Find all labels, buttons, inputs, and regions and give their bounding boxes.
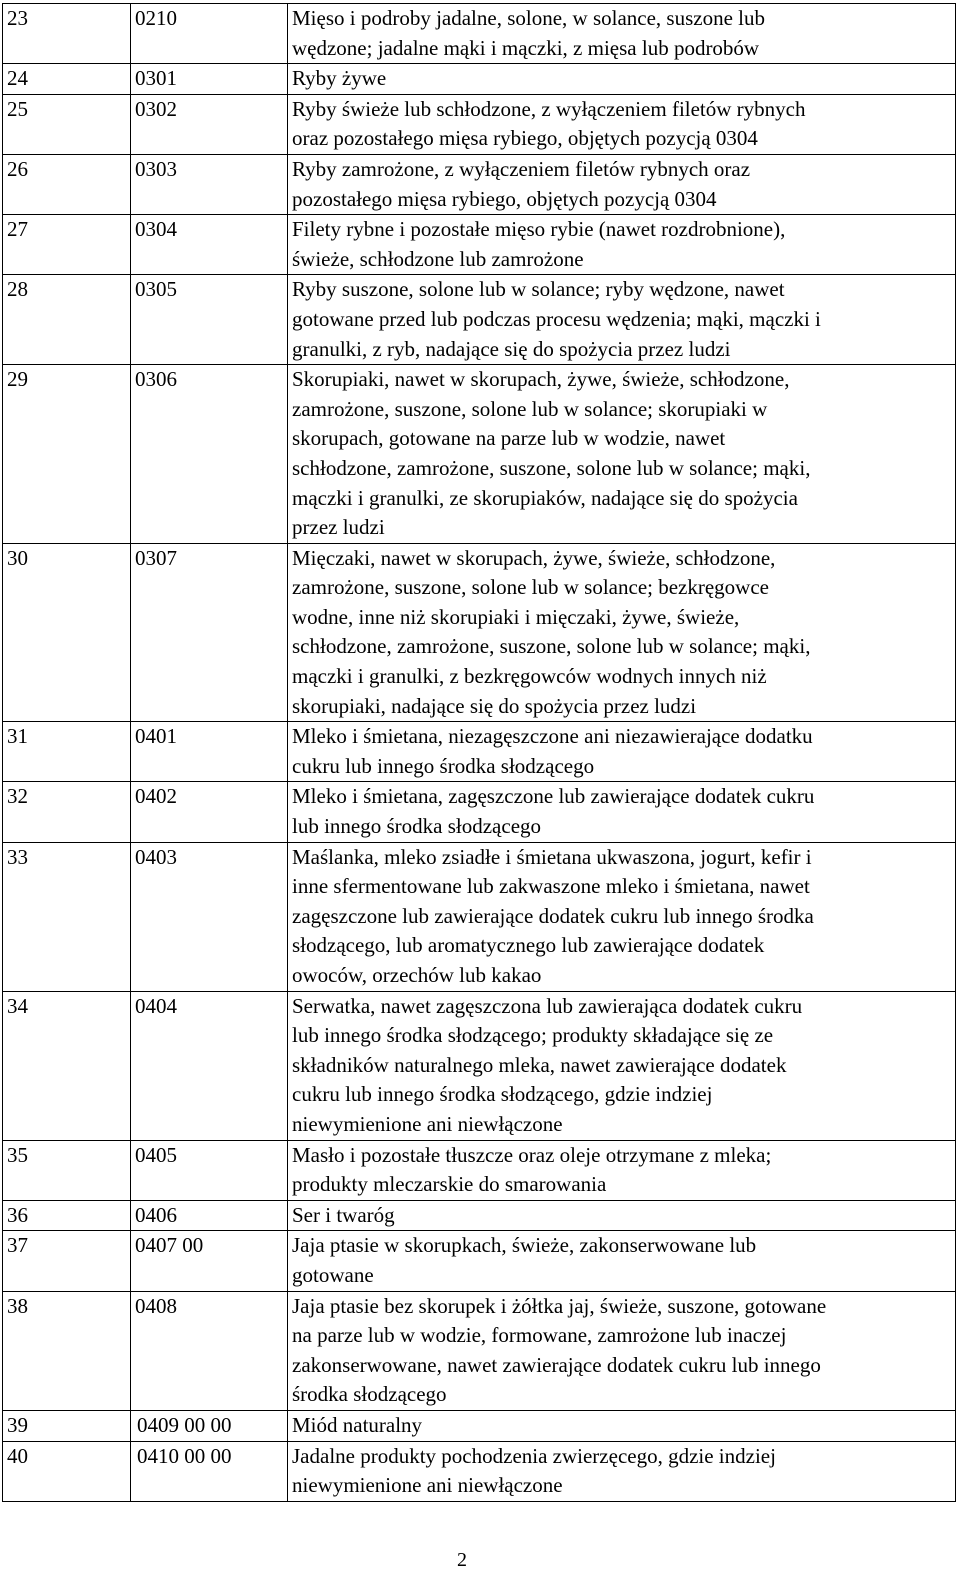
product-description bbox=[288, 1441, 956, 1501]
cn-code: 0301 bbox=[131, 64, 288, 95]
product-description bbox=[288, 782, 956, 842]
cn-code: 0307 bbox=[131, 543, 288, 722]
product-description bbox=[288, 1291, 956, 1410]
description-line: zakonserwowane, nawet zawierające dodatek cukru lub innego bbox=[292, 1352, 821, 1377]
product-table bbox=[2, 3, 956, 1502]
table-row bbox=[3, 4, 956, 64]
description-line: schłodzone, zamrożone, suszone, solone lub w solance; mąki, bbox=[292, 634, 811, 659]
row-number: 39 bbox=[3, 1410, 131, 1441]
row-number: 40 bbox=[3, 1441, 131, 1501]
cn-code: 0302 bbox=[131, 94, 288, 154]
table-row bbox=[3, 1140, 956, 1200]
description-line: Mięso i podroby jadalne, solone, w solance, suszone lub bbox=[292, 6, 765, 30]
description-line: skorupiaki, nadające się do spożycia przez ludzi bbox=[292, 693, 697, 718]
description-line: mączki i granulki, ze skorupiaków, nadające się do spożycia bbox=[292, 485, 798, 510]
description-line: przez ludzi bbox=[292, 515, 385, 540]
description-line: cukru lub innego środka słodzącego bbox=[292, 753, 595, 778]
product-description bbox=[288, 94, 956, 154]
description-line: środka słodzącego bbox=[292, 1382, 447, 1407]
product-description bbox=[288, 215, 956, 275]
description-line: Skorupiaki, nawet w skorupach, żywe, świeże, schłodzone, bbox=[292, 367, 790, 392]
row-number: 36 bbox=[3, 1200, 131, 1231]
description-line: niewymienione ani niewłączone bbox=[292, 1111, 563, 1136]
table-row bbox=[3, 275, 956, 365]
product-description bbox=[288, 1410, 956, 1441]
cn-code: 0405 bbox=[131, 1140, 288, 1200]
description-line: Ryby zamrożone, z wyłączeniem filetów rybnych oraz bbox=[292, 156, 751, 181]
description-line: pozostałego mięsa rybiego, objętych pozycją 0304 bbox=[292, 186, 717, 211]
product-description bbox=[288, 722, 956, 782]
description-line: Jaja ptasie bez skorupek i żółtka jaj, świeże, suszone, gotowane bbox=[292, 1293, 827, 1318]
cn-code: 0410 00 00 bbox=[131, 1441, 288, 1501]
product-description bbox=[288, 1140, 956, 1200]
product-description bbox=[288, 4, 956, 64]
description-line: wodne, inne niż skorupiaki i mięczaki, żywe, świeże, bbox=[292, 604, 740, 629]
description-line: Ryby świeże lub schłodzone, z wyłączeniem filetów rybnych bbox=[292, 96, 806, 121]
description-line: na parze lub w wodzie, formowane, zamrożone lub inaczej bbox=[292, 1323, 787, 1348]
row-number: 23 bbox=[3, 4, 131, 64]
cn-code: 0402 bbox=[131, 782, 288, 842]
row-number: 35 bbox=[3, 1140, 131, 1200]
row-number: 28 bbox=[3, 275, 131, 365]
cn-code: 0408 bbox=[131, 1291, 288, 1410]
description-line: granulki, z ryb, nadające się do spożycia przez ludzi bbox=[292, 336, 731, 361]
table-row bbox=[3, 1441, 956, 1501]
description-line: mączki i granulki, z bezkręgowców wodnych innych niż bbox=[292, 664, 767, 689]
table-row bbox=[3, 154, 956, 214]
description-line: Jadalne produkty pochodzenia zwierzęcego, gdzie indziej bbox=[292, 1443, 776, 1468]
description-line: oraz pozostałego mięsa rybiego, objętych pozycją 0304 bbox=[292, 126, 758, 151]
table-row bbox=[3, 1200, 956, 1231]
description-line: Filety rybne i pozostałe mięso rybie (nawet rozdrobnione), bbox=[292, 217, 786, 242]
product-description bbox=[288, 1231, 956, 1291]
table-row bbox=[3, 722, 956, 782]
description-line: zamrożone, suszone, solone lub w solance; skorupiaki w bbox=[292, 396, 768, 421]
description-line: Mleko i śmietana, niezagęszczone ani niezawierające dodatku bbox=[292, 724, 813, 749]
row-number: 30 bbox=[3, 543, 131, 722]
row-number: 33 bbox=[3, 842, 131, 991]
description-line: Mleko i śmietana, zagęszczone lub zawierające dodatek cukru bbox=[292, 784, 815, 809]
product-table-body bbox=[3, 4, 956, 1502]
description-line: produkty mleczarskie do smarowania bbox=[292, 1172, 607, 1197]
product-description bbox=[288, 275, 956, 365]
description-line: Miód naturalny bbox=[292, 1412, 423, 1437]
description-line: Ser i twaróg bbox=[292, 1202, 395, 1227]
row-number: 37 bbox=[3, 1231, 131, 1291]
product-description bbox=[288, 1200, 956, 1231]
cn-code: 0210 bbox=[131, 4, 288, 64]
page-number: 2 bbox=[457, 1549, 467, 1571]
product-description bbox=[288, 543, 956, 722]
description-line: gotowane przed lub podczas procesu wędzenia; mąki, mączki i bbox=[292, 306, 821, 331]
description-line: Jaja ptasie w skorupkach, świeże, zakonserwowane lub bbox=[292, 1233, 757, 1258]
description-line: schłodzone, zamrożone, suszone, solone lub w solance; mąki, bbox=[292, 455, 811, 480]
table-row bbox=[3, 543, 956, 722]
row-number: 34 bbox=[3, 991, 131, 1140]
cn-code: 0404 bbox=[131, 991, 288, 1140]
cn-code: 0306 bbox=[131, 365, 288, 544]
description-line: skorupach, gotowane na parze lub w wodzie, nawet bbox=[292, 426, 726, 451]
table-row bbox=[3, 365, 956, 544]
cn-code: 0409 00 00 bbox=[131, 1410, 288, 1441]
description-line: owoców, orzechów lub kakao bbox=[292, 963, 542, 987]
description-line: Serwatka, nawet zagęszczona lub zawierająca dodatek cukru bbox=[292, 993, 803, 1018]
cn-code: 0406 bbox=[131, 1200, 288, 1231]
description-line: słodzącego, lub aromatycznego lub zawierające dodatek bbox=[292, 933, 765, 958]
table-row bbox=[3, 991, 956, 1140]
table-row bbox=[3, 782, 956, 842]
description-line: cukru lub innego środka słodzącego, gdzie indziej bbox=[292, 1082, 713, 1107]
description-line: wędzone; jadalne mąki i mączki, z mięsa lub podrobów bbox=[292, 35, 760, 60]
table-row bbox=[3, 1410, 956, 1441]
description-line: składników naturalnego mleka, nawet zawierające dodatek bbox=[292, 1052, 787, 1077]
description-line: inne sfermentowane lub zakwaszone mleko i śmietana, nawet bbox=[292, 874, 810, 899]
description-line: zagęszczone lub zawierające dodatek cukru lub innego środka bbox=[292, 903, 814, 928]
description-line: zamrożone, suszone, solone lub w solance; bezkręgowce bbox=[292, 575, 769, 600]
row-number: 38 bbox=[3, 1291, 131, 1410]
row-number: 29 bbox=[3, 365, 131, 544]
row-number: 26 bbox=[3, 154, 131, 214]
cn-code: 0407 00 bbox=[131, 1231, 288, 1291]
cn-code: 0304 bbox=[131, 215, 288, 275]
product-description bbox=[288, 991, 956, 1140]
description-line: Ryby suszone, solone lub w solance; ryby wędzone, nawet bbox=[292, 277, 785, 302]
table-row bbox=[3, 1231, 956, 1291]
product-description bbox=[288, 64, 956, 95]
description-line: lub innego środka słodzącego; produkty składające się ze bbox=[292, 1023, 774, 1048]
row-number: 27 bbox=[3, 215, 131, 275]
description-line: Masło i pozostałe tłuszcze oraz oleje otrzymane z mleka; bbox=[292, 1142, 772, 1167]
table-row bbox=[3, 1291, 956, 1410]
table-row bbox=[3, 215, 956, 275]
table-row bbox=[3, 64, 956, 95]
description-line: Mięczaki, nawet w skorupach, żywe, świeże, schłodzone, bbox=[292, 545, 776, 570]
row-number: 31 bbox=[3, 722, 131, 782]
row-number: 25 bbox=[3, 94, 131, 154]
table-row bbox=[3, 94, 956, 154]
row-number: 24 bbox=[3, 64, 131, 95]
cn-code: 0303 bbox=[131, 154, 288, 214]
row-number: 32 bbox=[3, 782, 131, 842]
description-line: lub innego środka słodzącego bbox=[292, 814, 542, 839]
description-line: Maślanka, mleko zsiadłe i śmietana ukwaszona, jogurt, kefir i bbox=[292, 844, 812, 869]
cn-code: 0305 bbox=[131, 275, 288, 365]
product-description bbox=[288, 842, 956, 991]
description-line: świeże, schłodzone lub zamrożone bbox=[292, 246, 584, 271]
cn-code: 0401 bbox=[131, 722, 288, 782]
description-line: Ryby żywe bbox=[292, 66, 387, 91]
table-row bbox=[3, 842, 956, 991]
product-description bbox=[288, 365, 956, 544]
description-line: niewymienione ani niewłączone bbox=[292, 1473, 563, 1498]
description-line: gotowane bbox=[292, 1262, 374, 1287]
cn-code: 0403 bbox=[131, 842, 288, 991]
product-description bbox=[288, 154, 956, 214]
